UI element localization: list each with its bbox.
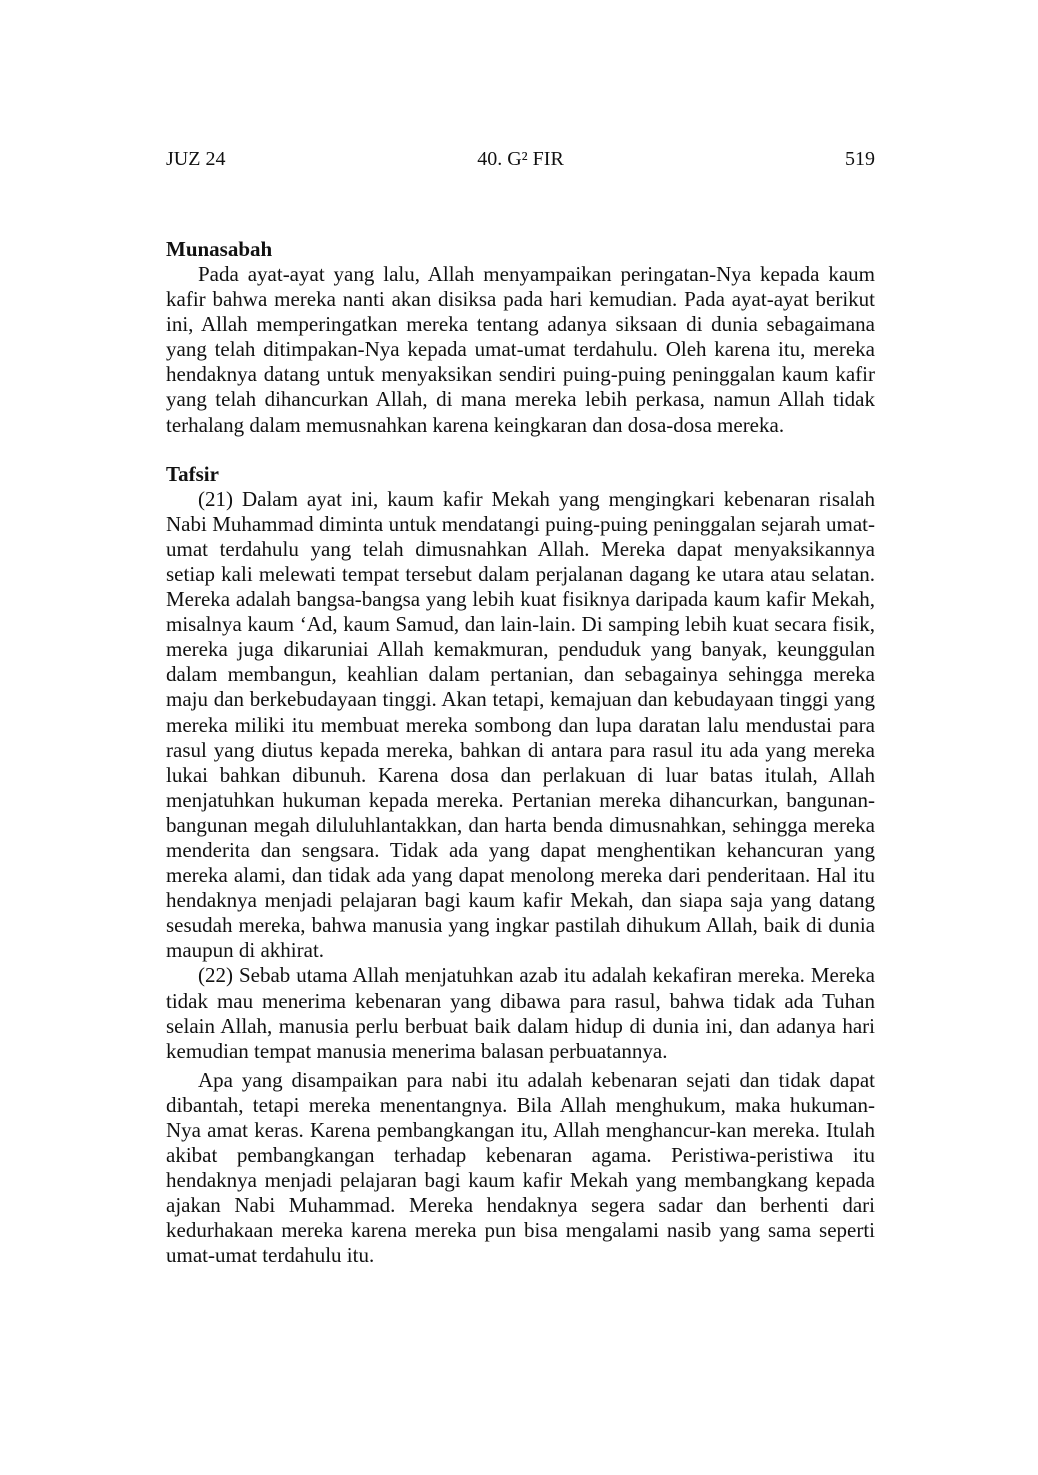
section-heading-munasabah: Munasabah bbox=[166, 237, 273, 261]
running-header bbox=[166, 145, 875, 173]
tafsir-paragraph-verse-21: (21) Dalam ayat ini, kaum kafir Mekah yang mengingkari kebenaran risalah Nabi Muhammad diminta untuk mendatangi puing-puing peninggalan sejarah umat-umat terdahulu yang telah dimusnahkan Allah. Mereka dapat menyaksikannya setiap kali melewati tempat tersebut dalam perjalanan dagang ke utara atau selatan. Mereka adalah bangsa-bangsa yang lebih kuat fisiknya daripada kaum kafir Mekah, misalnya kaum ‘Ad, kaum Samud, dan lain-lain. Di samping lebih kuat secara fisik, mereka juga dikaruniai Allah kemakmuran, penduduk yang banyak, keunggulan dalam membangun, keahlian dalam pertanian, dan sebagainya sehingga mereka maju dan berkebudayaan tinggi. Akan tetapi, kemajuan dan kebudayaan tinggi yang mereka miliki itu membuat mereka sombong dan lupa daratan lalu mendustai para rasul yang diutus kepada mereka, bahkan di antara para rasul itu ada yang mereka lukai bahkan dibunuh. Karena dosa dan perlakuan di luar batas itulah, Allah menjatuhkan hukuman kepada mereka. Pertanian mereka dihancurkan, bangunan-bangunan megah diluluhlantakkan, dan harta benda dimusnahkan, sehingga mereka menderita dan sengsara. Tidak ada yang dapat menghentikan kehancuran yang mereka alami, dan tidak ada yang dapat menolong mereka dari penderitaan. Hal itu hendaknya menjadi pelajaran bagi kaum kafir Mekah, dan siapa saja yang datang sesudah mereka, bahwa manusia yang ingkar pastilah dihukum Allah, baik di dunia maupun di akhirat. bbox=[166, 486, 875, 963]
tafsir-paragraph-continuation: Apa yang disampaikan para nabi itu adalah kebenaran sejati dan tidak dapat dibantah, tetapi mereka menentangnya. Bila Allah menghukum, maka hukuman-Nya amat keras. Karena pembangkangan itu, Allah menghancur-kan mereka. Itulah akibat pembangkangan terhadap kebenaran agama. Peristiwa-peristiwa itu hendaknya menjadi pelajaran bagi kaum kafir Mekah yang membangkang kepada ajakan Nabi Muhammad. Mereka hendaknya segera sadar dan berhenti dari kedurhakaan mereka karena mereka pun bisa mengalami nasib yang sama seperti umat-umat terdahulu itu. bbox=[166, 1067, 875, 1268]
section-heading-tafsir: Tafsir bbox=[166, 461, 219, 486]
tafsir-paragraph-verse-22: (22) Sebab utama Allah menjatuhkan azab itu adalah kekafiran mereka. Mereka tidak mau menerima kebenaran yang dibawa para rasul, bahwa tidak ada Tuhan selain Allah, manusia perlu berbuat baik dalam hidup di dunia ini, dan adanya hari kemudian tempat manusia menerima balasan perbuatannya. bbox=[166, 963, 875, 1063]
page-number: 519 bbox=[845, 148, 875, 170]
surah-title: 40. G² FIR bbox=[477, 148, 564, 170]
munasabah-section bbox=[166, 237, 875, 438]
document-page bbox=[166, 145, 875, 1269]
tafsir-section bbox=[166, 462, 875, 1269]
munasabah-paragraph: Pada ayat-ayat yang lalu, Allah menyampaikan peringatan-Nya kepada kaum kafir bahwa mereka nanti akan disiksa pada hari kemudian. Pada ayat-ayat berikut ini, Allah memperingatkan mereka tentang adanya siksaan di dunia sebagaimana yang telah ditimpakan-Nya kepada umat-umat terdahulu. Oleh karena itu, mereka hendaknya datang untuk menyaksikan sendiri puing-puing peninggalan kaum kafir yang telah dihancurkan Allah, di mana mereka lebih perkasa, namun Allah tidak terhalang dalam memusnahkan karena keingkaran dan dosa-dosa mereka. bbox=[166, 262, 875, 437]
juz-label: JUZ 24 bbox=[166, 148, 226, 170]
